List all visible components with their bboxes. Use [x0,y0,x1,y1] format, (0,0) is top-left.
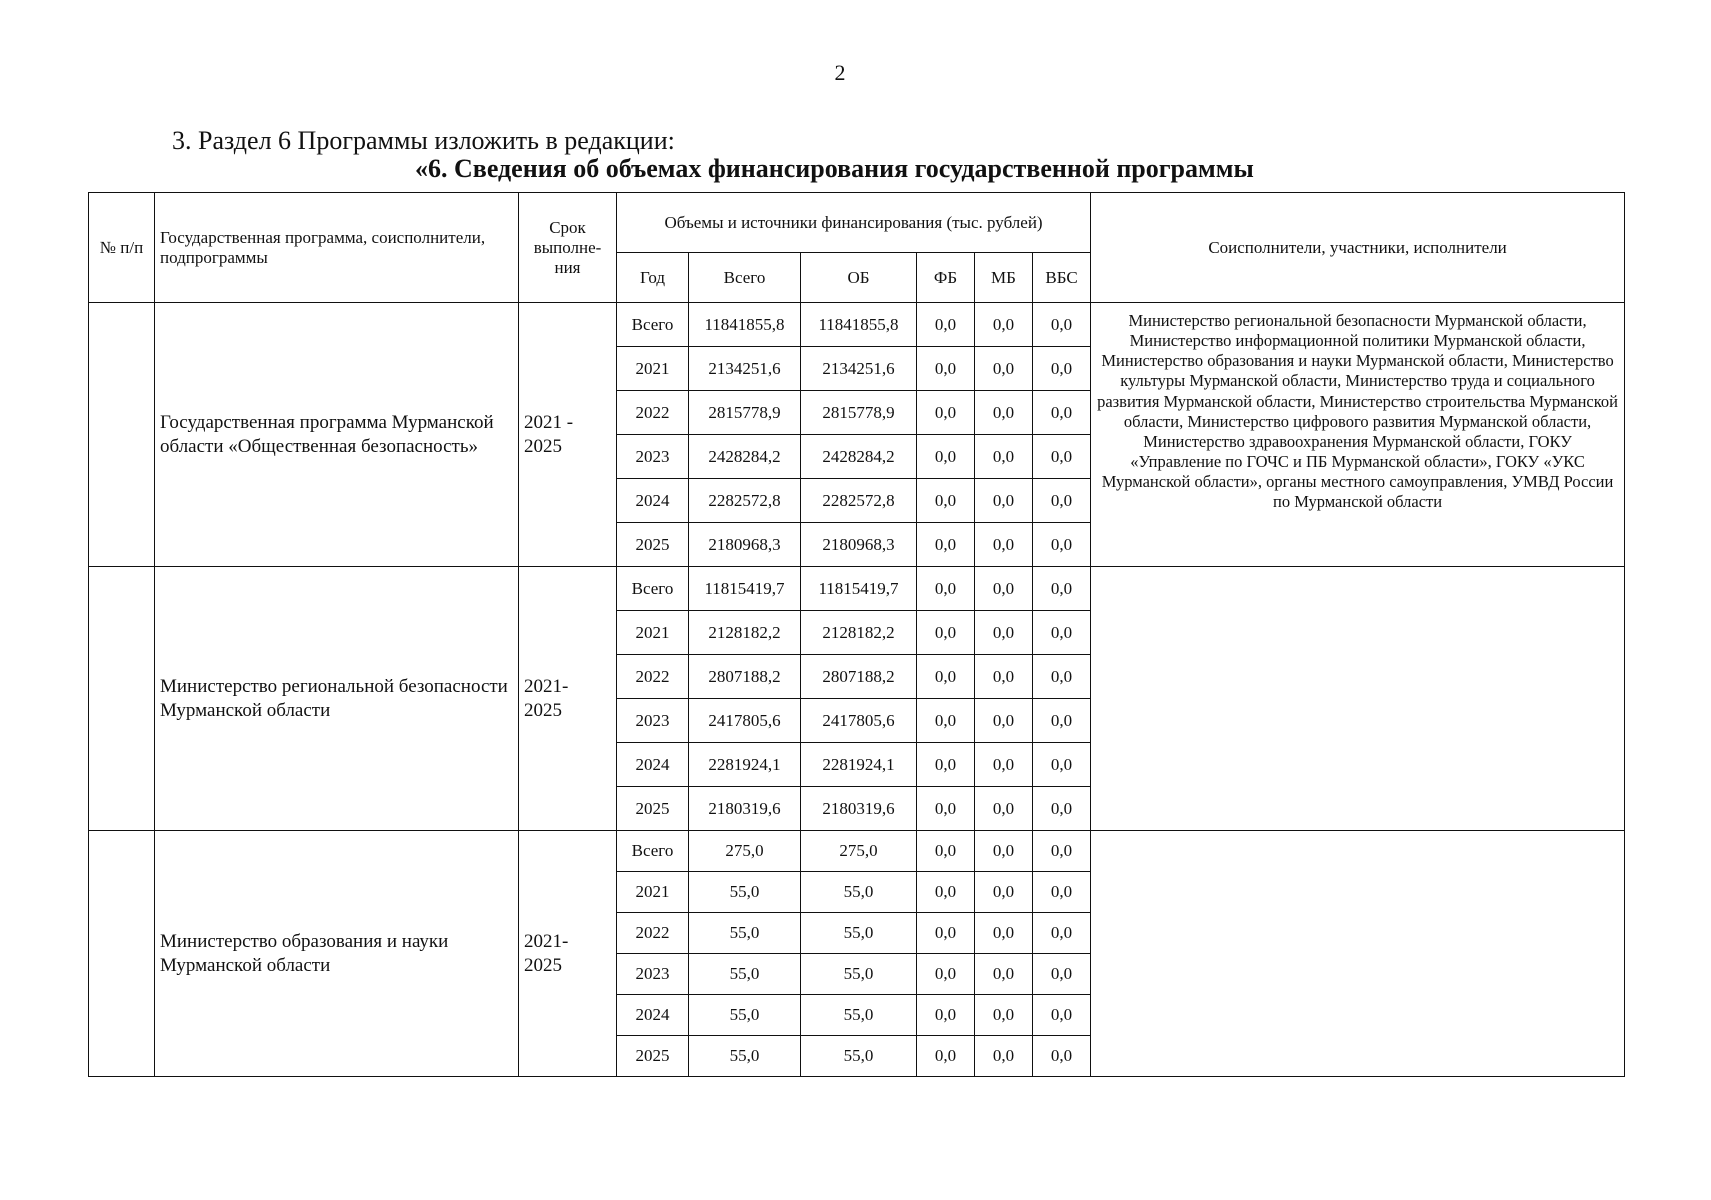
cell-mb: 0,0 [975,391,1033,435]
cell-year: 2025 [617,1036,689,1077]
cell-total: 2281924,1 [689,743,801,787]
cell-mb: 0,0 [975,567,1033,611]
cell-mb: 0,0 [975,872,1033,913]
cell-fb: 0,0 [917,995,975,1036]
cell-fb: 0,0 [917,787,975,831]
cell-year: 2021 [617,611,689,655]
cell-year: 2023 [617,699,689,743]
cell-fb: 0,0 [917,435,975,479]
cell-vbs: 0,0 [1033,347,1091,391]
cell-total: 2417805,6 [689,699,801,743]
cell-fb: 0,0 [917,479,975,523]
cell-vbs: 0,0 [1033,913,1091,954]
table-row [89,831,1625,872]
cell-fb: 0,0 [917,611,975,655]
cell-vbs: 0,0 [1033,831,1091,872]
header-program: Государственная программа, соисполнители, подпрограммы [155,193,519,303]
cell-fb: 0,0 [917,567,975,611]
coexecutors-cell [1091,831,1625,1077]
cell-total: 2134251,6 [689,347,801,391]
cell-mb: 0,0 [975,787,1033,831]
cell-vbs: 0,0 [1033,1036,1091,1077]
cell-mb: 0,0 [975,743,1033,787]
cell-year: 2022 [617,913,689,954]
cell-ob: 2134251,6 [801,347,917,391]
cell-fb: 0,0 [917,872,975,913]
cell-vbs: 0,0 [1033,567,1091,611]
header-term: Срок выполне-ния [519,193,617,303]
cell-mb: 0,0 [975,954,1033,995]
cell-vbs: 0,0 [1033,303,1091,347]
cell-mb: 0,0 [975,655,1033,699]
cell-total: 55,0 [689,872,801,913]
program-cell: Министерство региональной безопасности Мурманской области [155,567,519,831]
table-row [89,567,1625,611]
header-vbs: ВБС [1033,253,1091,303]
cell-total: 2815778,9 [689,391,801,435]
cell-ob: 2815778,9 [801,391,917,435]
cell-year: 2024 [617,995,689,1036]
cell-vbs: 0,0 [1033,995,1091,1036]
cell-year: 2025 [617,523,689,567]
cell-total: 55,0 [689,954,801,995]
cell-ob: 55,0 [801,954,917,995]
header-funding: Объемы и источники финансирования (тыс. рублей) [617,193,1091,253]
cell-mb: 0,0 [975,347,1033,391]
cell-mb: 0,0 [975,913,1033,954]
cell-ob: 2428284,2 [801,435,917,479]
cell-ob: 2282572,8 [801,479,917,523]
cell-fb: 0,0 [917,655,975,699]
table-body [89,303,1625,1077]
cell-vbs: 0,0 [1033,611,1091,655]
program-cell: Министерство образования и науки Мурманской области [155,831,519,1077]
cell-mb: 0,0 [975,699,1033,743]
cell-total: 11815419,7 [689,567,801,611]
cell-year: Всего [617,831,689,872]
header-ob: ОБ [801,253,917,303]
cell-ob: 2128182,2 [801,611,917,655]
cell-total: 275,0 [689,831,801,872]
cell-mb: 0,0 [975,435,1033,479]
cell-total: 2180968,3 [689,523,801,567]
cell-ob: 55,0 [801,995,917,1036]
term-cell: 2021- 2025 [519,567,617,831]
cell-ob: 55,0 [801,913,917,954]
cell-ob: 55,0 [801,1036,917,1077]
cell-year: 2023 [617,954,689,995]
cell-vbs: 0,0 [1033,743,1091,787]
section-intro: 3. Раздел 6 Программы изложить в редакции: [172,126,675,155]
cell-ob: 2807188,2 [801,655,917,699]
cell-fb: 0,0 [917,523,975,567]
cell-vbs: 0,0 [1033,787,1091,831]
cell-year: 2024 [617,743,689,787]
term-cell: 2021- 2025 [519,831,617,1077]
cell-mb: 0,0 [975,995,1033,1036]
cell-mb: 0,0 [975,303,1033,347]
cell-total: 2180319,6 [689,787,801,831]
program-cell: Государственная программа Мурманской области «Общественная безопасность» [155,303,519,567]
section-title: «6. Сведения об объемах финансирования государственной программы [415,154,1254,183]
cell-fb: 0,0 [917,913,975,954]
cell-vbs: 0,0 [1033,699,1091,743]
cell-fb: 0,0 [917,1036,975,1077]
cell-fb: 0,0 [917,743,975,787]
cell-mb: 0,0 [975,611,1033,655]
header-num: № п/п [89,193,155,303]
cell-ob: 11841855,8 [801,303,917,347]
cell-fb: 0,0 [917,347,975,391]
cell-total: 2807188,2 [689,655,801,699]
header-fb: ФБ [917,253,975,303]
cell-fb: 0,0 [917,303,975,347]
cell-total: 2282572,8 [689,479,801,523]
cell-vbs: 0,0 [1033,479,1091,523]
header-coexecutors: Соисполнители, участники, исполнители [1091,193,1625,303]
cell-total: 2428284,2 [689,435,801,479]
cell-year: 2021 [617,872,689,913]
cell-year: 2023 [617,435,689,479]
cell-ob: 2180319,6 [801,787,917,831]
cell-ob: 2180968,3 [801,523,917,567]
row-number-cell [89,303,155,567]
cell-total: 11841855,8 [689,303,801,347]
cell-vbs: 0,0 [1033,435,1091,479]
coexecutors-cell: Министерство региональной безопасности Мурманской области, Министерство информационной политики Мурманской области, Министерство образования и науки Мурманской области, Министерство культуры Мурманской области, Министерство труда и социального развития Мурманской области, Министерство строительства Мурманской области, Министерство цифрового развития Мурманской области, Министерство здравоохранения Мурманской области, ГОКУ «Управление по ГОЧС и ПБ Мурманской области», ГОКУ «УКС Мурманской области», органы местного самоуправления, УМВД России по Мурманской области [1091,303,1625,567]
cell-year: 2021 [617,347,689,391]
cell-ob: 2281924,1 [801,743,917,787]
cell-mb: 0,0 [975,1036,1033,1077]
cell-year: 2024 [617,479,689,523]
cell-vbs: 0,0 [1033,954,1091,995]
cell-vbs: 0,0 [1033,523,1091,567]
cell-fb: 0,0 [917,699,975,743]
header-year: Год [617,253,689,303]
cell-total: 2128182,2 [689,611,801,655]
cell-mb: 0,0 [975,831,1033,872]
cell-total: 55,0 [689,913,801,954]
row-number-cell [89,567,155,831]
cell-fb: 0,0 [917,391,975,435]
financing-table [88,192,1625,1077]
header-mb: МБ [975,253,1033,303]
cell-ob: 2417805,6 [801,699,917,743]
coexecutors-cell [1091,567,1625,831]
cell-mb: 0,0 [975,523,1033,567]
cell-total: 55,0 [689,1036,801,1077]
cell-year: 2025 [617,787,689,831]
table-row [89,303,1625,347]
cell-fb: 0,0 [917,954,975,995]
cell-vbs: 0,0 [1033,872,1091,913]
cell-mb: 0,0 [975,479,1033,523]
cell-ob: 275,0 [801,831,917,872]
term-cell: 2021 - 2025 [519,303,617,567]
row-number-cell [89,831,155,1077]
cell-vbs: 0,0 [1033,655,1091,699]
cell-fb: 0,0 [917,831,975,872]
cell-total: 55,0 [689,995,801,1036]
cell-year: Всего [617,567,689,611]
cell-vbs: 0,0 [1033,391,1091,435]
cell-year: Всего [617,303,689,347]
cell-year: 2022 [617,391,689,435]
cell-year: 2022 [617,655,689,699]
cell-ob: 11815419,7 [801,567,917,611]
header-total: Всего [689,253,801,303]
cell-ob: 55,0 [801,872,917,913]
page-number: 2 [834,60,846,85]
